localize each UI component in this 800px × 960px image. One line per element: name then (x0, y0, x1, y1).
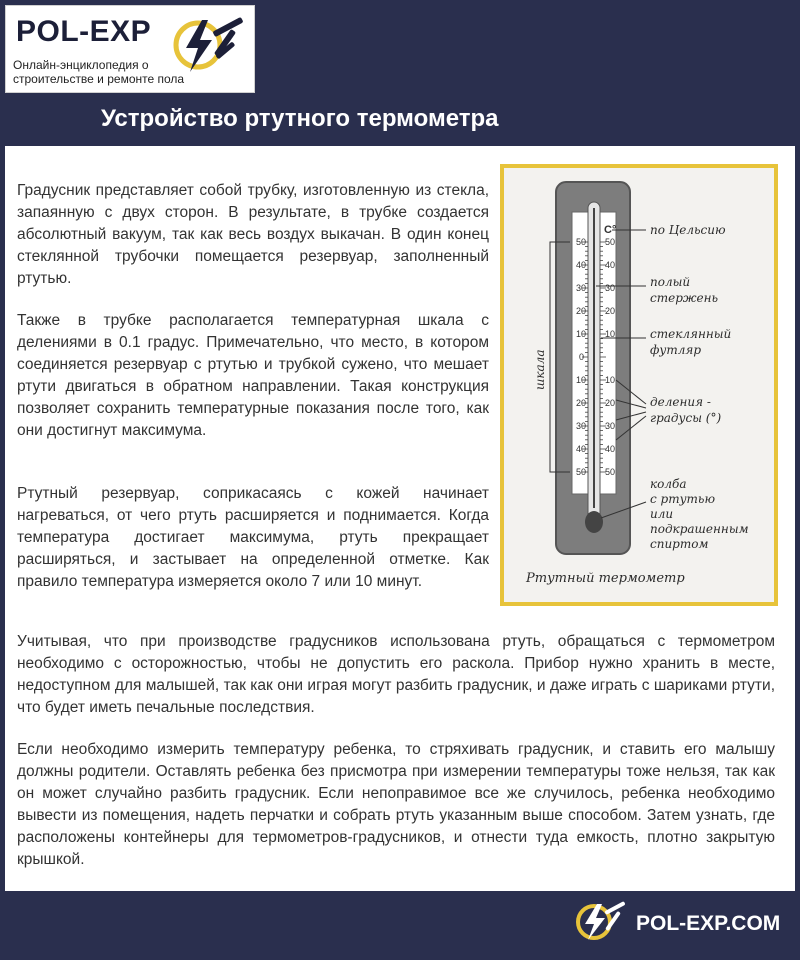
tick-label: 50 (605, 237, 616, 247)
lightning-tools-icon (168, 14, 252, 76)
tick-label: 40 (576, 260, 587, 270)
tick-label: 20 (605, 306, 616, 316)
tick-label: 20 (605, 398, 616, 408)
label-case: стеклянный (650, 327, 732, 341)
tick-label: 30 (605, 421, 616, 431)
label-celsius: по Цельсию (650, 223, 726, 237)
tick-label: 10 (605, 329, 616, 339)
tick-label: 10 (576, 329, 587, 339)
tick-label: 10 (576, 375, 587, 385)
label-bulb: с ртутью (650, 492, 716, 506)
label-divisions: градусы (°) (650, 411, 722, 425)
article-paragraph: Градусник представляет собой трубку, изготовленную из стекла, запаянную с двух сторон. В результате, в трубке создается абсолютный вакуум, так как весь воздух выкачан. В один конец стеклянной трубочки помещается резервуар, заполненный ртутью. (17, 182, 489, 287)
tick-label: 0 (579, 352, 585, 362)
label-bulb: подкрашенным (650, 522, 749, 536)
label-bulb: спиртом (650, 537, 709, 551)
article-paragraph: Если необходимо измерить температуру ребенка, то стряхивать градусник, и ставить его малышу должны родители. Оставлять ребенка без присмотра при измерении температуры тоже нельзя, так как он может случайно разбить градусник. Если непоправимое все же случилось, ребенка необходимо вывести из помещения, надеть перчатки и собрать ртуть указанным выше способом. Затем узнать, где расположены контейнеры для термометров-градусников, и отнести туда емкость, плотно закрытую крышкой. (17, 741, 775, 868)
tick-label: 40 (605, 444, 616, 454)
label-bulb: колба (650, 477, 687, 491)
tick-label: 50 (605, 467, 616, 477)
label-case: футляр (650, 343, 701, 357)
diagram-caption: Ртутный термометр (526, 571, 685, 586)
brand-tagline: Онлайн-энциклопедия о строительстве и ремонте пола (13, 58, 185, 86)
tick-label: 20 (576, 398, 587, 408)
article-paragraph: Также в трубке располагается температурная шкала с делениями в 0.1 градус. Примечательно, что место, в котором соединяется резервуар с ртутью и трубкой сужено, что мешает ртути двигаться в обратном направлении. Такая конструкция позволяет сохранить температурные показания после того, как они достигнут максимума. (17, 312, 489, 439)
scale-label: шкала (533, 349, 547, 390)
article-paragraph: Учитывая, что при производстве градусников использована ртуть, обращаться с термометром необходимо с осторожностью, чтобы не допустить его раскола. Прибор нужно хранить в месте, недоступном для малышей, так как они играя могут разбить градусник, и даже играть с шариками ртути, что будет иметь печальные последствия. (17, 633, 775, 716)
tick-label: 40 (605, 260, 616, 270)
thermometer-svg (504, 168, 774, 602)
title-bar (5, 93, 653, 146)
tick-label: 20 (576, 306, 587, 316)
tick-label: 40 (576, 444, 587, 454)
tick-label: 30 (576, 283, 587, 293)
brand-name: POL-EXP (16, 15, 152, 48)
label-bulb: или (650, 507, 674, 521)
article-paragraph: Ртутный резервуар, соприкасаясь с кожей начинает нагреваться, от чего ртуть расширяется и поднимается. Когда температура достигает максимума, ртуть прекращает расширяться, и застывает на определенной отметке. Как правило температура измеряется около 7 или 10 минут. (17, 485, 489, 590)
page-title: Устройство ртутного термометра (101, 105, 499, 132)
bulb (585, 511, 603, 533)
brand-header (5, 5, 255, 93)
tick-label: 10 (605, 375, 616, 385)
tick-label: 50 (576, 467, 587, 477)
tick-label: 30 (605, 283, 616, 293)
tick-label: 50 (576, 237, 587, 247)
thermometer-diagram (500, 164, 778, 606)
article-content (5, 146, 795, 891)
label-rod: полый (650, 275, 691, 289)
footer-site-name: POL-EXP.COM (636, 912, 781, 935)
unit-label: C° (604, 224, 617, 236)
lightning-tools-icon (574, 900, 628, 944)
tick-label: 30 (576, 421, 587, 431)
label-divisions: деления - (650, 395, 711, 409)
label-rod: стержень (650, 291, 719, 305)
